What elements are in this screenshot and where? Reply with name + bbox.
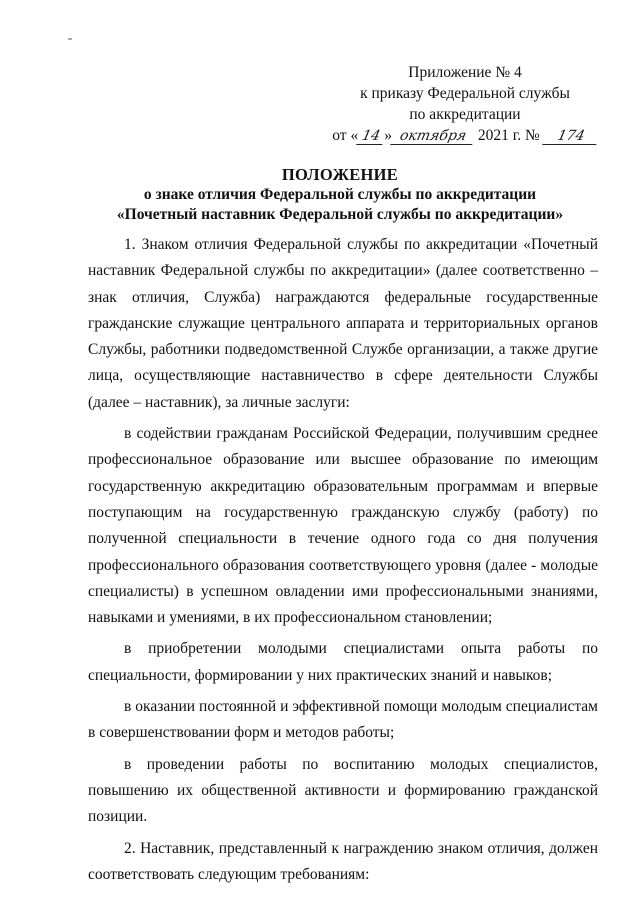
paragraph-4: в оказании постоянной и эффективной помощи молодым специалистам в совершенствовании форм и методов работы; (88, 698, 598, 742)
title-main: ПОЛОЖЕНИЕ (281, 165, 399, 184)
order-prefix: от « (332, 127, 359, 144)
document-body (88, 232, 598, 888)
appendix-agency: по аккредитации (409, 106, 521, 123)
order-date-line (330, 125, 600, 146)
appendix-order-ref: к приказу Федеральной службы (360, 85, 570, 102)
paragraph-1: 1. Знаком отличия Федеральной службы по аккредитации «Почетный наставник Федеральной службы по аккредитации» (далее соответственно – знак отличия, Служба) награждаются федеральные государственные гражданские служащие центрального аппарата и территориальных органов Службы, работники подведомственной Службе организации, а также другие лица, осуществляющие наставничество в сфере деятельности Службы (далее – наставник), за личные заслуги: (88, 236, 598, 411)
order-year: 2021 г. № (477, 127, 540, 144)
paragraph-2: в содействии гражданам Российской Федерации, получившим среднее профессиональное образование или высшее образование по имеющим государственную аккредитацию образовательным программам и впервые поступающим на государственную гражданскую службу (работу) по полученной специальности в течение одного года со дня получения профессионального образования соответствующего уровня (далее - молодые специалисты) в успешном овладении ими профессиональными знаниями, навыками и умениями, в их профессиональном становлении; (88, 425, 598, 627)
order-number-handwritten: 174 (542, 128, 600, 145)
paragraph-5: в проведении работы по воспитанию молодых специалистов, повышению их общественной активности и формированию гражданской позиции. (88, 755, 598, 826)
title-subtitle-2: «Почетный наставник Федеральной службы по аккредитации» (116, 206, 564, 223)
order-month-handwritten: октября (390, 128, 476, 145)
paragraph-6: 2. Наставник, представленный к награждению знаком отличия, должен соответствовать следующим требованиям: (88, 839, 598, 883)
order-mid: » (384, 127, 392, 144)
title-subtitle-1: о знаке отличия Федеральной службы по аккредитации (143, 186, 537, 203)
scan-speck (68, 38, 72, 40)
paragraph-3: в приобретении молодыми специалистами опыта работы по специальности, формировании у них практических знаний и навыков; (88, 640, 598, 684)
order-day-handwritten: 14 (356, 128, 386, 145)
document-title (40, 165, 640, 225)
appendix-number: Приложение № 4 (408, 64, 522, 81)
appendix-header (330, 62, 600, 146)
